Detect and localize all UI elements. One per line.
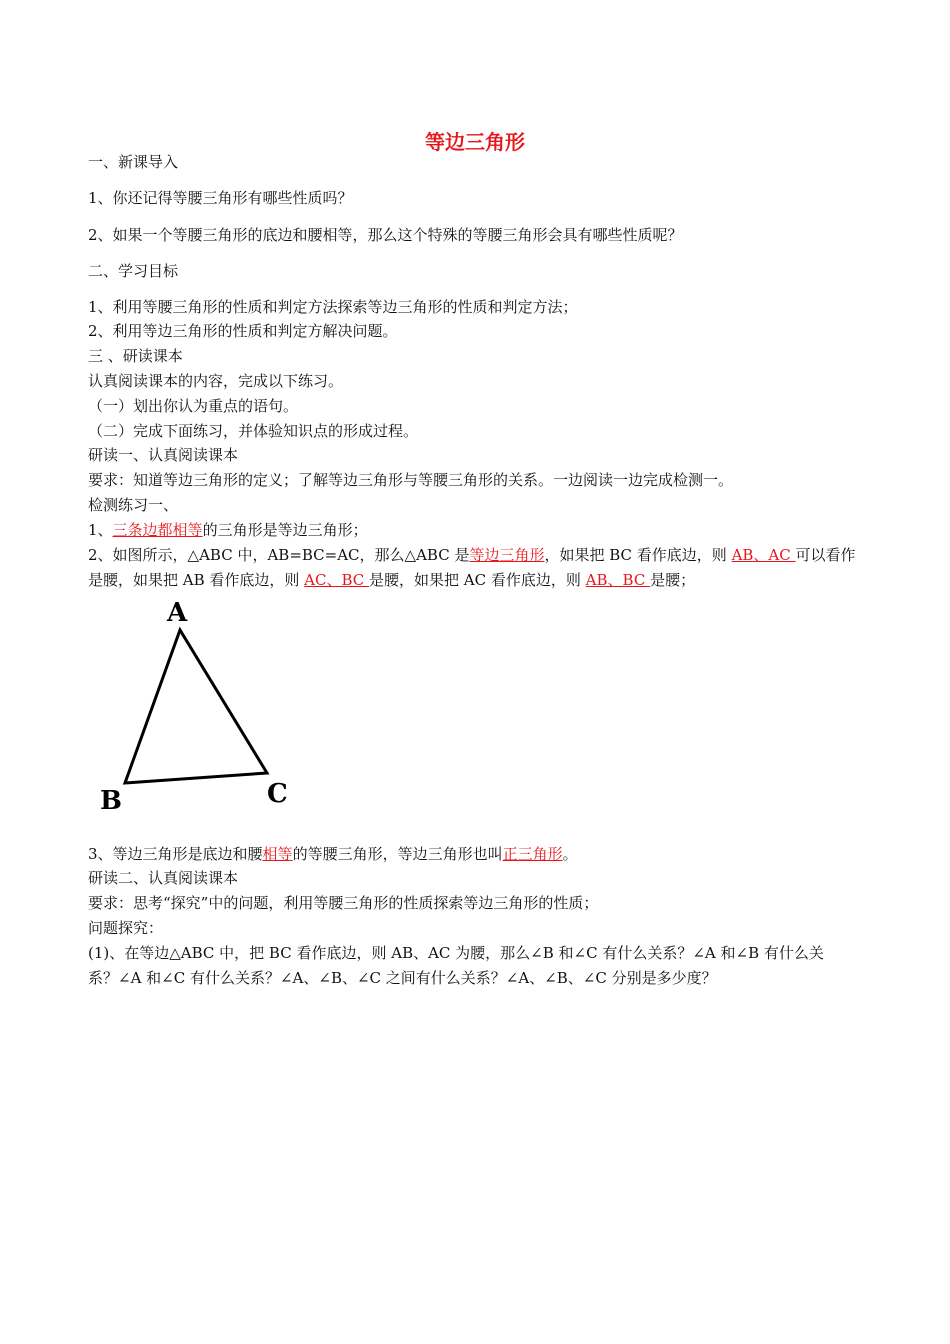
reading-instruction-1: （一）划出你认为重点的语句。 (88, 397, 299, 415)
q2-text-c: 可以看作 (795, 546, 856, 564)
exploration-heading: 问题探究： (88, 919, 164, 937)
reading-one-heading: 研读一、认真阅读课本 (88, 446, 239, 464)
exercise-one-heading: 检测练习一、 (88, 496, 179, 514)
q2-text-b: ，如果把 BC 看作底边，则 (544, 546, 732, 564)
q1-suffix: 的三角形是等边三角形； (202, 521, 368, 539)
reading-two-requirement: 要求：思考“探究”中的问题，利用等腰三角形的性质探索等边三角形的性质； (88, 894, 599, 912)
q3-answer-1: 相等 (262, 845, 293, 863)
section-heading-intro: 一、新课导入 (88, 153, 179, 171)
q2-answer-4: AB、BC (585, 571, 651, 589)
problem-1-line1: (1)、在等边△ABC 中，把 BC 看作底边，则 AB、AC 为腰，那么∠B 和∠C 有什么关系？∠A 和∠B 有什么关 (88, 944, 824, 962)
q2-text-a: 2、如图所示，△ABC 中，AB=BC=AC，那么△ABC 是 (88, 546, 470, 564)
reading-instruction-2: （二）完成下面练习，并体验知识点的形成过程。 (88, 422, 419, 440)
triangle-abc (125, 630, 267, 783)
vertex-label-a: A (167, 598, 188, 628)
section-heading-reading: 三 、研读课本 (88, 347, 183, 365)
document-title: 等边三角形 (425, 130, 525, 154)
intro-question-1: 1、你还记得等腰三角形有哪些性质吗？ (88, 189, 353, 207)
triangle-figure (95, 595, 305, 815)
problem-1-line2: 系？∠A 和∠C 有什么关系？∠A、∠B、∠C 之间有什么关系？∠A、∠B、∠C 分别是多少度？ (88, 969, 717, 987)
q2-text-e: 是腰，如果把 AC 看作底边，则 (369, 571, 586, 589)
reading-one-requirement: 要求：知道等边三角形的定义；了解等边三角形与等腰三角形的关系。一边阅读一边完成检测一。 (88, 471, 734, 489)
q2-text-f: 是腰； (650, 571, 696, 589)
q3-text-a: 3、等边三角形是底边和腰 (88, 845, 263, 863)
q2-answer-2: AB、AC (731, 546, 796, 564)
exercise-question-3 (88, 844, 578, 864)
q1-prefix: 1、 (88, 521, 113, 539)
q3-answer-2: 正三角形 (502, 845, 563, 863)
reading-intro: 认真阅读课本的内容，完成以下练习。 (88, 372, 344, 390)
vertex-label-b: B (100, 786, 122, 815)
section-heading-goals: 二、学习目标 (88, 262, 179, 280)
q1-answer: 三条边都相等 (112, 521, 203, 539)
vertex-label-c: C (267, 779, 288, 809)
q3-text-b: 的等腰三角形，等边三角形也叫 (292, 845, 503, 863)
q2-text-d: 是腰，如果把 AB 看作底边，则 (88, 571, 305, 589)
exercise-question-2-line1 (88, 545, 856, 565)
exercise-question-1 (88, 520, 368, 540)
reading-two-heading: 研读二、认真阅读课本 (88, 869, 239, 887)
q2-answer-1: 等边三角形 (469, 546, 545, 564)
q3-text-c: 。 (562, 845, 578, 863)
goal-1: 1、利用等腰三角形的性质和判定方法探索等边三角形的性质和判定方法； (88, 298, 578, 316)
goal-2: 2、利用等边三角形的性质和判定方解决问题。 (88, 322, 398, 340)
intro-question-2: 2、如果一个等腰三角形的底边和腰相等，那么这个特殊的等腰三角形会具有哪些性质呢？ (88, 226, 683, 244)
exercise-question-2-line2 (88, 570, 695, 590)
q2-answer-3: AC、BC (304, 571, 370, 589)
